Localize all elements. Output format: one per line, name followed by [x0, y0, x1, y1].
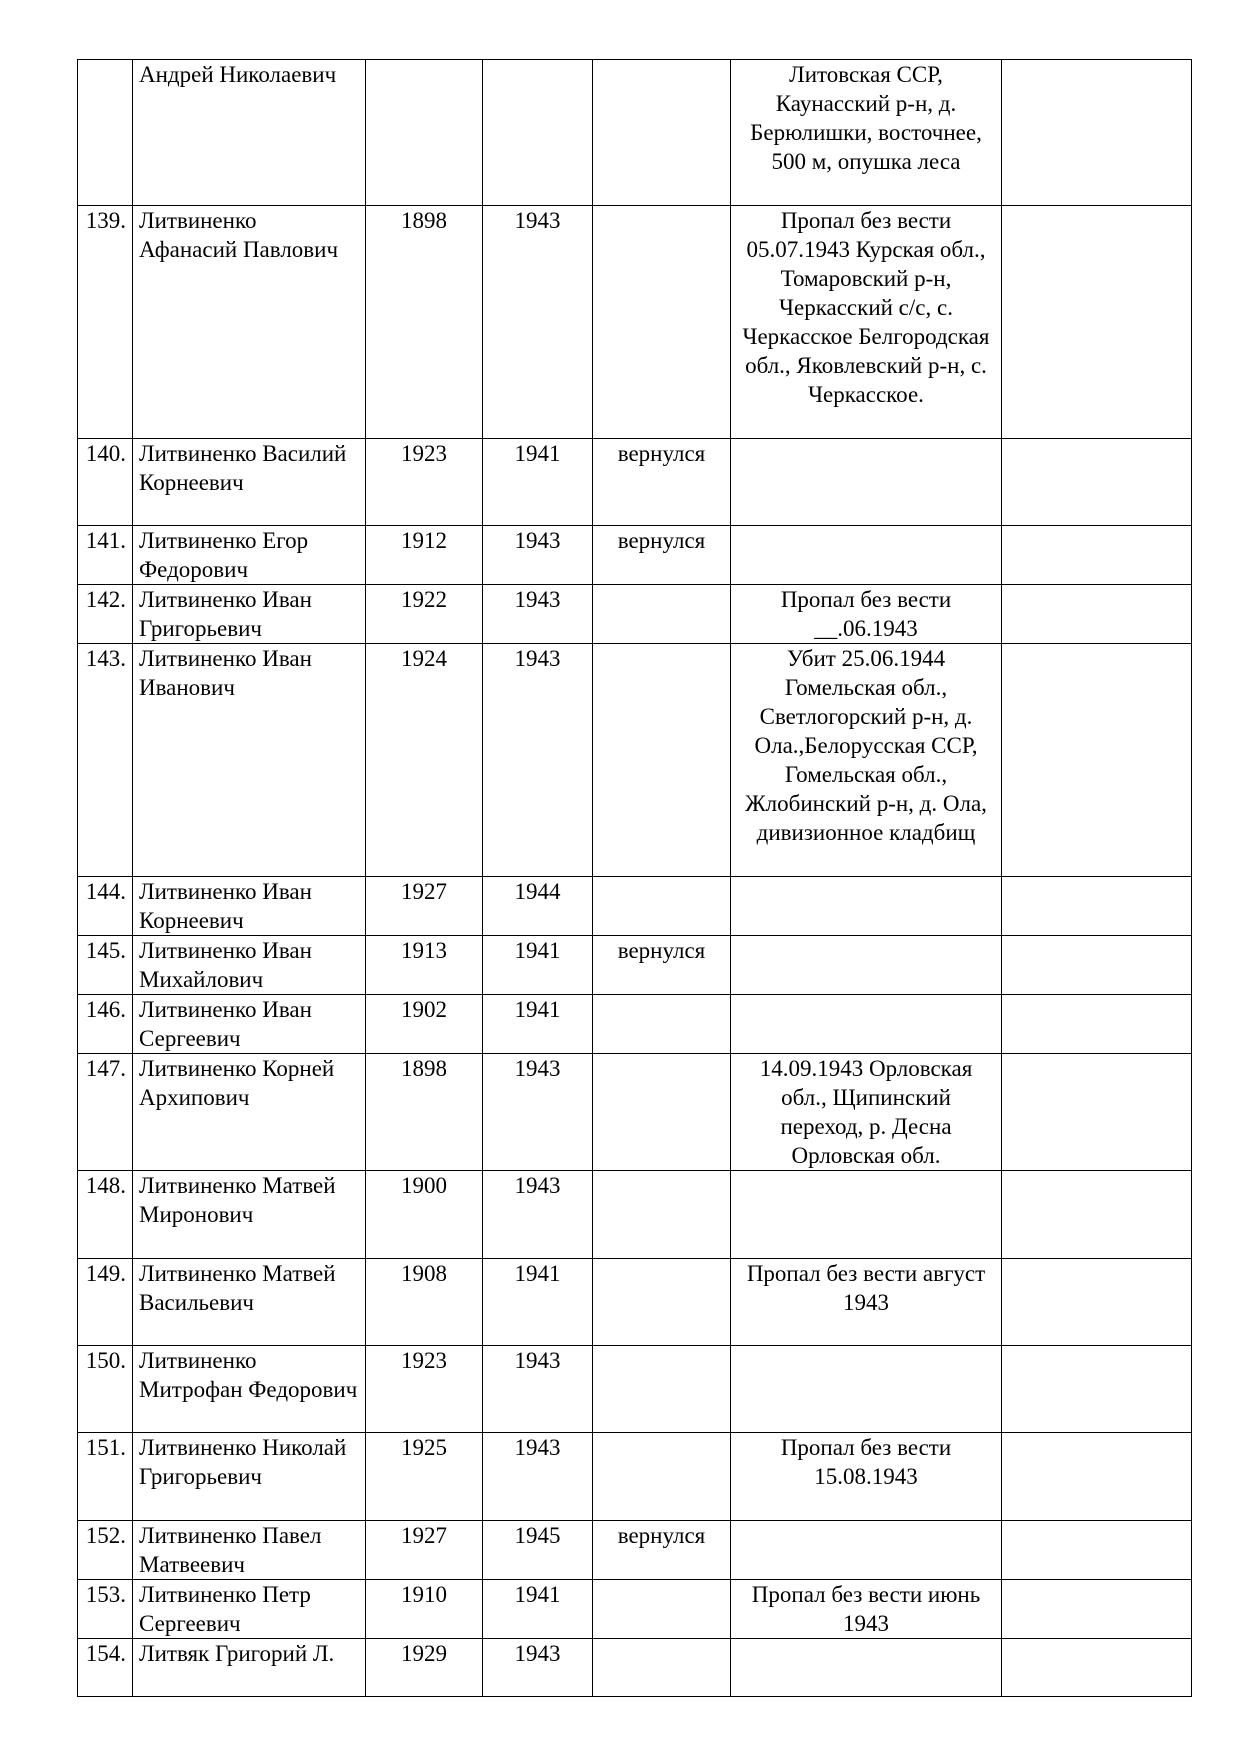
- row-number: 142.: [78, 585, 133, 644]
- birth-year: 1923: [366, 1346, 483, 1433]
- birth-year: 1927: [366, 1521, 483, 1580]
- note: [1002, 644, 1192, 877]
- table-row: [78, 936, 1192, 995]
- table-row: [78, 439, 1192, 526]
- person-name: Литвиненко Петр Сергеевич: [133, 1580, 366, 1639]
- draft-year: 1943: [483, 585, 593, 644]
- fate: [731, 1639, 1002, 1697]
- row-number: 145.: [78, 936, 133, 995]
- table-row: [78, 1580, 1192, 1639]
- draft-year: 1945: [483, 1521, 593, 1580]
- status: вернулся: [593, 439, 731, 526]
- table-row: [78, 1639, 1192, 1697]
- row-number: 143.: [78, 644, 133, 877]
- person-name: Литвиненко Иван Григорьевич: [133, 585, 366, 644]
- person-name: Литвиненко Иван Иванович: [133, 644, 366, 877]
- person-name: Литвиненко Василий Корнеевич: [133, 439, 366, 526]
- draft-year: 1943: [483, 1346, 593, 1433]
- note: [1002, 1580, 1192, 1639]
- person-name: Литвиненко Егор Федорович: [133, 526, 366, 585]
- fate: Пропал без вести июнь 1943: [731, 1580, 1002, 1639]
- person-name: Андрей Николаевич: [133, 60, 366, 206]
- draft-year: 1944: [483, 877, 593, 936]
- person-name: Литвиненко Иван Корнеевич: [133, 877, 366, 936]
- birth-year: [366, 60, 483, 206]
- fate: Литовская ССР, Каунасский р-н, д. Берюлишки, восточнее, 500 м, опушка леса: [731, 60, 1002, 206]
- status: [593, 995, 731, 1054]
- person-name: Литвиненко Матвей Миронович: [133, 1171, 366, 1259]
- table-row: [78, 1521, 1192, 1580]
- fate: [731, 995, 1002, 1054]
- draft-year: 1943: [483, 206, 593, 439]
- table-row: [78, 644, 1192, 877]
- birth-year: 1913: [366, 936, 483, 995]
- row-number: 148.: [78, 1171, 133, 1259]
- birth-year: 1929: [366, 1639, 483, 1697]
- person-name: Литвиненко Корней Архипович: [133, 1054, 366, 1171]
- draft-year: 1943: [483, 1433, 593, 1521]
- status: вернулся: [593, 526, 731, 585]
- note: [1002, 1433, 1192, 1521]
- note: [1002, 1259, 1192, 1346]
- person-name: Литвиненко Митрофан Федорович: [133, 1346, 366, 1433]
- status: [593, 1171, 731, 1259]
- status: вернулся: [593, 1521, 731, 1580]
- fate: Пропал без вести 05.07.1943 Курская обл., Томаровский р-н, Черкасский с/с, с. Черкасское Белгородская обл., Яковлевский р-н, с. Черкасское.: [731, 206, 1002, 439]
- note: [1002, 60, 1192, 206]
- note: [1002, 995, 1192, 1054]
- note: [1002, 1054, 1192, 1171]
- row-number: 152.: [78, 1521, 133, 1580]
- birth-year: 1898: [366, 1054, 483, 1171]
- birth-year: 1922: [366, 585, 483, 644]
- status: [593, 877, 731, 936]
- status: [593, 1433, 731, 1521]
- table-row: [78, 1346, 1192, 1433]
- person-name: Литвиненко Иван Сергеевич: [133, 995, 366, 1054]
- row-number: 146.: [78, 995, 133, 1054]
- fate: Пропал без вести 15.08.1943: [731, 1433, 1002, 1521]
- birth-year: 1912: [366, 526, 483, 585]
- draft-year: 1941: [483, 1259, 593, 1346]
- status: [593, 644, 731, 877]
- fate: [731, 1521, 1002, 1580]
- draft-year: 1943: [483, 1639, 593, 1697]
- row-number: [78, 60, 133, 206]
- table-row: [78, 585, 1192, 644]
- table-row: [78, 877, 1192, 936]
- birth-year: 1910: [366, 1580, 483, 1639]
- row-number: 151.: [78, 1433, 133, 1521]
- registry-table: [77, 59, 1192, 1697]
- person-name: Литвиненко Павел Матвеевич: [133, 1521, 366, 1580]
- row-number: 144.: [78, 877, 133, 936]
- table-row: [78, 1259, 1192, 1346]
- birth-year: 1898: [366, 206, 483, 439]
- fate: [731, 1346, 1002, 1433]
- birth-year: 1900: [366, 1171, 483, 1259]
- table-row: [78, 1433, 1192, 1521]
- person-name: Литвиненко Афанасий Павлович: [133, 206, 366, 439]
- table-row: [78, 526, 1192, 585]
- birth-year: 1923: [366, 439, 483, 526]
- table-row: [78, 206, 1192, 439]
- note: [1002, 877, 1192, 936]
- table-row: [78, 60, 1192, 206]
- person-name: Литвиненко Матвей Васильевич: [133, 1259, 366, 1346]
- note: [1002, 1171, 1192, 1259]
- draft-year: [483, 60, 593, 206]
- note: [1002, 1639, 1192, 1697]
- person-name: Литвиненко Иван Михайлович: [133, 936, 366, 995]
- note: [1002, 206, 1192, 439]
- draft-year: 1943: [483, 1171, 593, 1259]
- fate: 14.09.1943 Орловская обл., Щипинский переход, р. Десна Орловская обл.: [731, 1054, 1002, 1171]
- table-row: [78, 1054, 1192, 1171]
- fate: [731, 526, 1002, 585]
- note: [1002, 585, 1192, 644]
- row-number: 153.: [78, 1580, 133, 1639]
- status: [593, 1580, 731, 1639]
- fate: Убит 25.06.1944 Гомельская обл., Светлогорский р-н, д. Ола.,Белорусская ССР, Гомельская обл., Жлобинский р-н, д. Ола, дивизионное кладбищ: [731, 644, 1002, 877]
- birth-year: 1908: [366, 1259, 483, 1346]
- note: [1002, 439, 1192, 526]
- draft-year: 1943: [483, 526, 593, 585]
- birth-year: 1902: [366, 995, 483, 1054]
- table-row: [78, 1171, 1192, 1259]
- draft-year: 1941: [483, 1580, 593, 1639]
- status: вернулся: [593, 936, 731, 995]
- draft-year: 1943: [483, 644, 593, 877]
- birth-year: 1924: [366, 644, 483, 877]
- row-number: 149.: [78, 1259, 133, 1346]
- table-row: [78, 995, 1192, 1054]
- table-body: [78, 60, 1192, 1697]
- row-number: 147.: [78, 1054, 133, 1171]
- status: [593, 60, 731, 206]
- note: [1002, 1521, 1192, 1580]
- status: [593, 585, 731, 644]
- fate: [731, 936, 1002, 995]
- draft-year: 1943: [483, 1054, 593, 1171]
- draft-year: 1941: [483, 439, 593, 526]
- fate: [731, 1171, 1002, 1259]
- draft-year: 1941: [483, 936, 593, 995]
- status: [593, 206, 731, 439]
- status: [593, 1259, 731, 1346]
- fate: [731, 439, 1002, 526]
- fate: Пропал без вести __.06.1943: [731, 585, 1002, 644]
- person-name: Литвяк Григорий Л.: [133, 1639, 366, 1697]
- note: [1002, 936, 1192, 995]
- row-number: 150.: [78, 1346, 133, 1433]
- status: [593, 1639, 731, 1697]
- birth-year: 1927: [366, 877, 483, 936]
- fate: [731, 877, 1002, 936]
- row-number: 141.: [78, 526, 133, 585]
- person-name: Литвиненко Николай Григорьевич: [133, 1433, 366, 1521]
- fate: Пропал без вести август 1943: [731, 1259, 1002, 1346]
- note: [1002, 526, 1192, 585]
- status: [593, 1054, 731, 1171]
- status: [593, 1346, 731, 1433]
- draft-year: 1941: [483, 995, 593, 1054]
- row-number: 139.: [78, 206, 133, 439]
- birth-year: 1925: [366, 1433, 483, 1521]
- row-number: 154.: [78, 1639, 133, 1697]
- note: [1002, 1346, 1192, 1433]
- row-number: 140.: [78, 439, 133, 526]
